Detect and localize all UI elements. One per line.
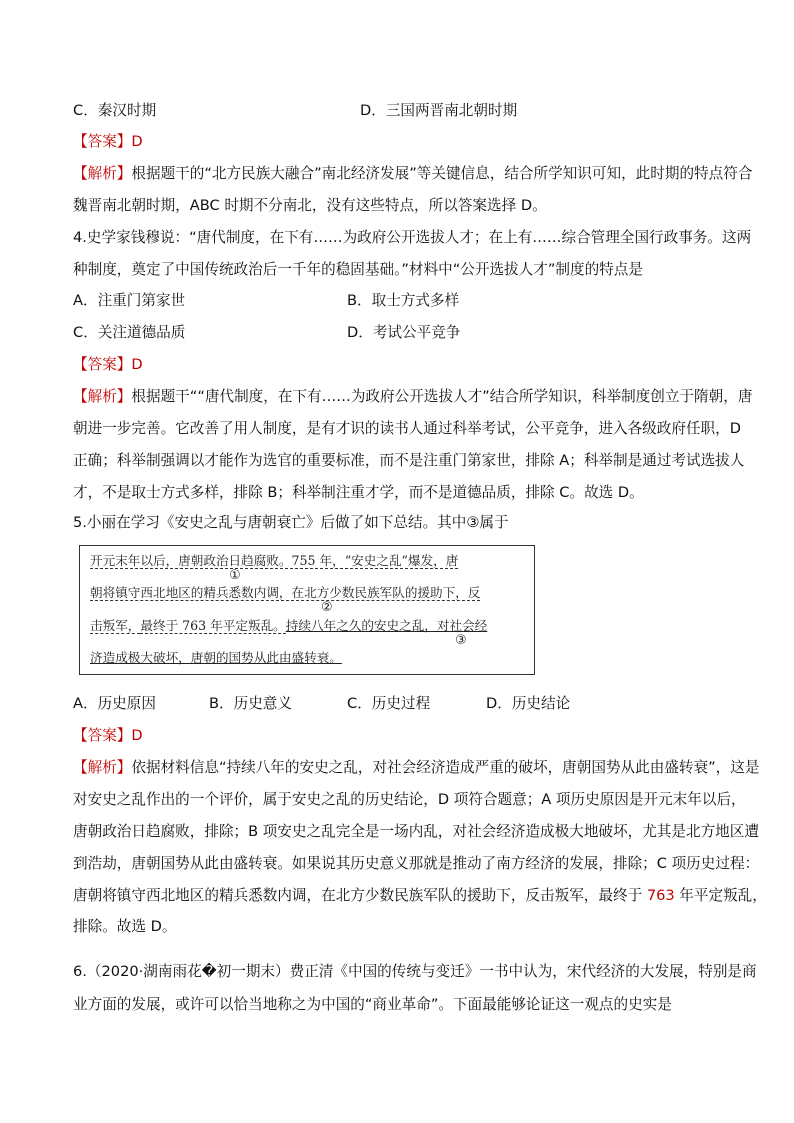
material-text: 开元末年以后，唐朝政治日趋腐败。755 年，“安史之乱”爆发，唐 [90,553,459,568]
material-line-2 [90,584,480,602]
q5-analysis-line-6: 排除。故选 D。 [73,918,177,935]
q6-stem-line-1: 6.（2020·湖南雨花�初一期末）费正清《中国的传统与变迁》一书中认为，宋代经济的大发展，特别是商 [73,963,757,980]
analysis-tag: 【解析】 [73,759,132,776]
material-line-3 [90,617,487,635]
material-text: 持续八年之久的安史之乱，对社会经 [285,618,488,633]
q5-analysis-line-1 [73,758,759,778]
q4-analysis-line-1 [73,387,752,407]
q5-option-b: B．历史意义 [209,695,292,712]
analysis-tag: 【解析】 [73,165,132,182]
analysis-tag: 【解析】 [73,388,132,405]
material-line-1 [90,552,458,570]
marker-2: ② [321,600,333,615]
q5-material-box [79,545,535,675]
analysis-year: 763 [646,887,675,904]
q3-analysis-line-1 [73,164,752,184]
analysis-text: 唐朝将镇守西北地区的精兵悉数内调，在北方少数民族军队的援助下，反击叛军，最终于 [73,887,647,904]
material-text: 济造成极大破坏，唐朝的国势从此由盛转衰。 [90,650,342,665]
answer-value: D [131,727,143,744]
q4-answer [73,355,143,375]
q4-option-d: D．考试公平竞争 [347,324,461,341]
q4-analysis-line-4: 才，不是取士方式多样，排除 B；科举制注重才学，而不是道德品质，排除 C。故选 D。 [73,484,644,501]
answer-tag: 【答案】 [73,356,132,373]
q3-option-c: C．秦汉时期 [73,102,157,119]
q5-analysis-line-2: 对安史之乱作出的一个评价，属于安史之乱的历史结论，D 项符合题意；A 项历史原因是开元末年以后， [73,791,746,808]
material-text: 击叛军， [90,618,141,633]
q5-analysis-line-5 [73,886,767,906]
q5-option-c: C．历史过程 [347,695,431,712]
marker-3: ③ [455,633,467,648]
q5-option-a: A．历史原因 [73,695,156,712]
analysis-text: 依据材料信息“持续八年的安史之乱，对社会经济造成严重的破坏，唐朝国势从此由盛转衰”，这是 [131,759,760,776]
q5-answer [73,726,143,746]
q5-analysis-line-3: 唐朝政治日趋腐败，排除；B 项安史之乱完全是一场内乱，对社会经济造成极大地破坏，尤其是北方地区遭 [73,823,759,840]
q5-analysis-line-4: 到浩劫，唐朝国势从此由盛转衰。如果说其历史意义那就是推动了南方经济的发展，排除；C 项历史过程： [73,855,760,872]
q6-stem-line-2: 业方面的发展，或许可以恰当地称之为中国的“商业革命”。下面最能够论证这一观点的史实是 [73,996,672,1013]
q3-option-d: D．三国两晋南北朝时期 [360,102,518,119]
analysis-text: 年平定叛乱， [674,887,767,904]
q4-stem-line-1: 4.史学家钱穆说：“唐代制度，在下有……为政府公开选拔人才；在上有……综合管理全国行政事务。这两 [73,229,752,246]
q4-option-c: C．关注道德品质 [73,324,186,341]
material-text: 朝将镇守西北地区的精兵悉数内调，在北方少数民族军队的援助下，反 [90,585,481,600]
q4-analysis-line-2: 朝进一步完善。它改善了用人制度，是有才识的读书人通过科举考试，公平竞争，进入各级政府任职，D [73,420,741,437]
q4-stem-line-2: 种制度，奠定了中国传统政治后一千年的稳固基础。”材料中“公开选拔人才”制度的特点是 [73,261,643,278]
q5-stem: 5.小丽在学习《安史之乱与唐朝衰亡》后做了如下总结。其中③属于 [73,514,509,531]
answer-tag: 【答案】 [73,133,132,150]
material-text: 最终于 763 年平定叛乱。 [140,618,286,633]
marker-1: ① [229,568,241,583]
q4-analysis-line-3: 正确；科举制强调以才能作为选官的重要标准，而不是注重门第家世，排除 A；科举制是通过考试选拔人 [73,452,745,469]
analysis-text: 根据题干““唐代制度，在下有……为政府公开选拔人才”结合所学知识，科举制度创立于隋朝，唐 [131,388,753,405]
analysis-text: 根据题干的“北方民族大融合”南北经济发展”等关键信息，结合所学知识可知，此时期的特点符合 [131,165,753,182]
q5-option-d: D．历史结论 [486,695,571,712]
q3-analysis-line-2: 魏晋南北朝时期，ABC 时期不分南北，没有这些特点，所以答案选择 D。 [73,197,547,214]
q4-option-a: A．注重门第家世 [73,292,186,309]
q4-option-b: B．取士方式多样 [347,292,460,309]
answer-value: D [131,356,143,373]
answer-tag: 【答案】 [73,727,132,744]
answer-value: D [131,133,143,150]
q3-answer [73,132,143,152]
material-line-4 [90,649,342,667]
